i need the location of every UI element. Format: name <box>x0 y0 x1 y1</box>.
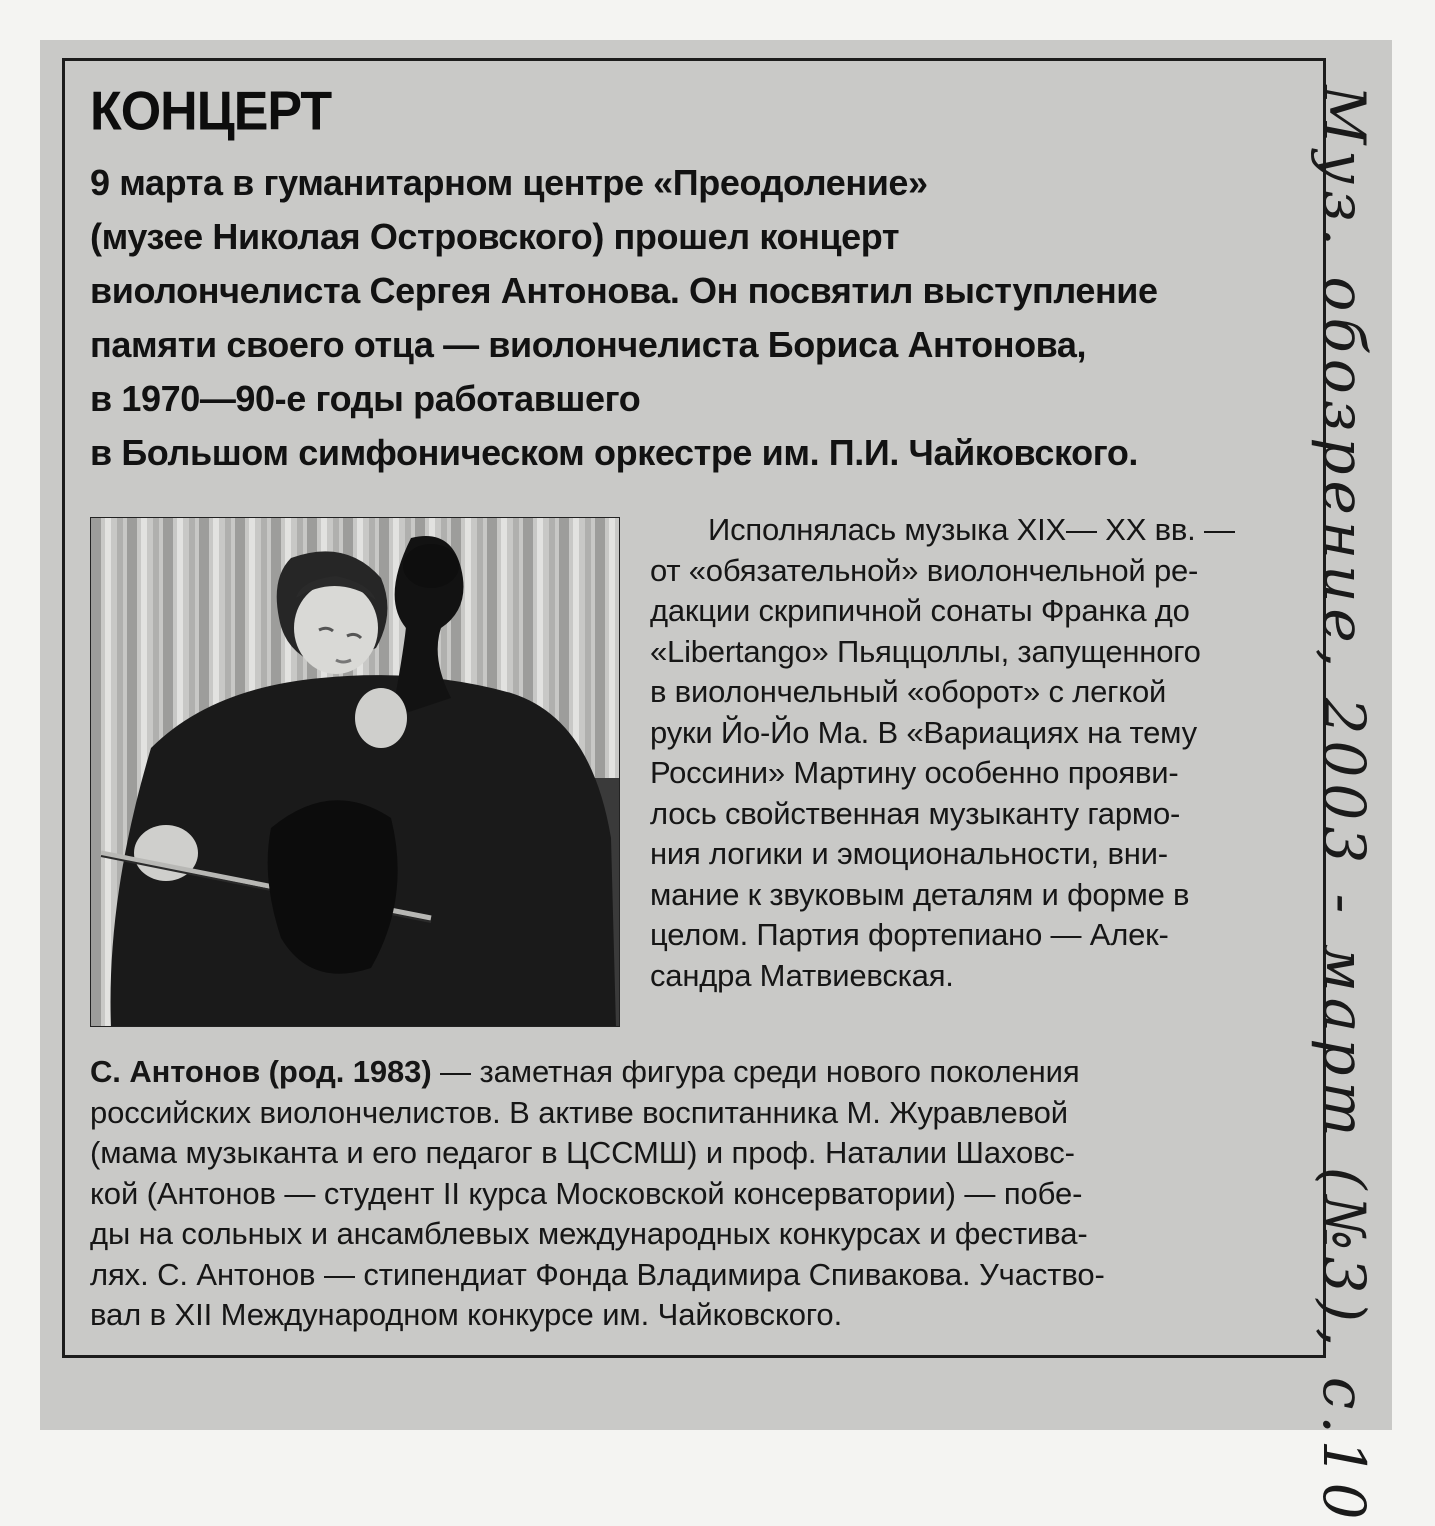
lead-line: (музее Николая Островского) прошел концерт <box>90 216 900 257</box>
body-line: Исполнялась музыка XIX— XX вв. — <box>708 512 1235 547</box>
body-line: российских виолончелистов. В активе воспитанника М. Журавлевой <box>90 1094 1068 1130</box>
body-line: от «обязательной» виолончельной ре- <box>650 552 1199 588</box>
body-line: «Libertango» Пьяццоллы, запущенного <box>650 633 1201 669</box>
body-line: Россини» Мартину особенно прояви- <box>650 755 1179 790</box>
body-line: ды на сольных и ансамблевых международных конкурсах и фестива- <box>90 1216 1088 1251</box>
body-line: руки Йо-Йо Ма. В «Вариациях на тему <box>650 714 1197 750</box>
body-line: лось свойственная музыканту гармо- <box>650 795 1181 831</box>
bio-intro: — заметная фигура среди нового поколения <box>431 1054 1080 1089</box>
body-line: (мама музыканта и его педагог в ЦССМШ) и проф. Наталии Шаховс- <box>90 1135 1075 1170</box>
bio-name: С. Антонов (род. 1983) <box>90 1054 432 1089</box>
lead-line: в 1970—90-е годы работавшего <box>90 378 641 419</box>
body-line: мание к звуковым деталям и форме в <box>650 876 1190 912</box>
body-line: сандра Матвиевская. <box>650 957 954 993</box>
body-line: целом. Партия фортепиано — Алек- <box>650 917 1169 952</box>
body-line: лях. С. Антонов — стипендиат Фонда Владимира Спивакова. Участво- <box>90 1256 1105 1292</box>
body-line: в виолончельный «оборот» с легкой <box>650 674 1167 709</box>
article-right-column <box>650 510 1310 996</box>
bottom-first-line <box>90 1052 1310 1093</box>
body-line: дакции скрипичной сонаты Франка до <box>650 593 1190 628</box>
lead-line: в Большом симфоническом оркестре им. П.И. Чайковского. <box>90 432 1139 473</box>
cellist-photo-image <box>91 518 620 1027</box>
article-bottom-paragraph <box>90 1052 1310 1336</box>
article-heading: КОНЦЕРТ <box>90 81 332 142</box>
lead-line: виолончелиста Сергея Антонова. Он посвятил выступление <box>90 270 1158 311</box>
article-lead <box>90 156 1310 480</box>
body-line: кой (Антонов — студент II курса Московской консерватории) — побе- <box>90 1175 1083 1211</box>
body-line: ния логики и эмоциональности, вни- <box>650 836 1168 871</box>
lead-line: памяти своего отца — виолончелиста Бориса Антонова, <box>90 324 1087 365</box>
lead-line: 9 марта в гуманитарном центре «Преодоление» <box>90 162 928 203</box>
body-line: вал в XII Международном конкурсе им. Чайковского. <box>90 1297 843 1332</box>
cellist-photo <box>90 517 620 1027</box>
handwritten-source-note: Муз. обозрение, 2003 - март (№3), с.10 <box>1310 85 1378 1526</box>
